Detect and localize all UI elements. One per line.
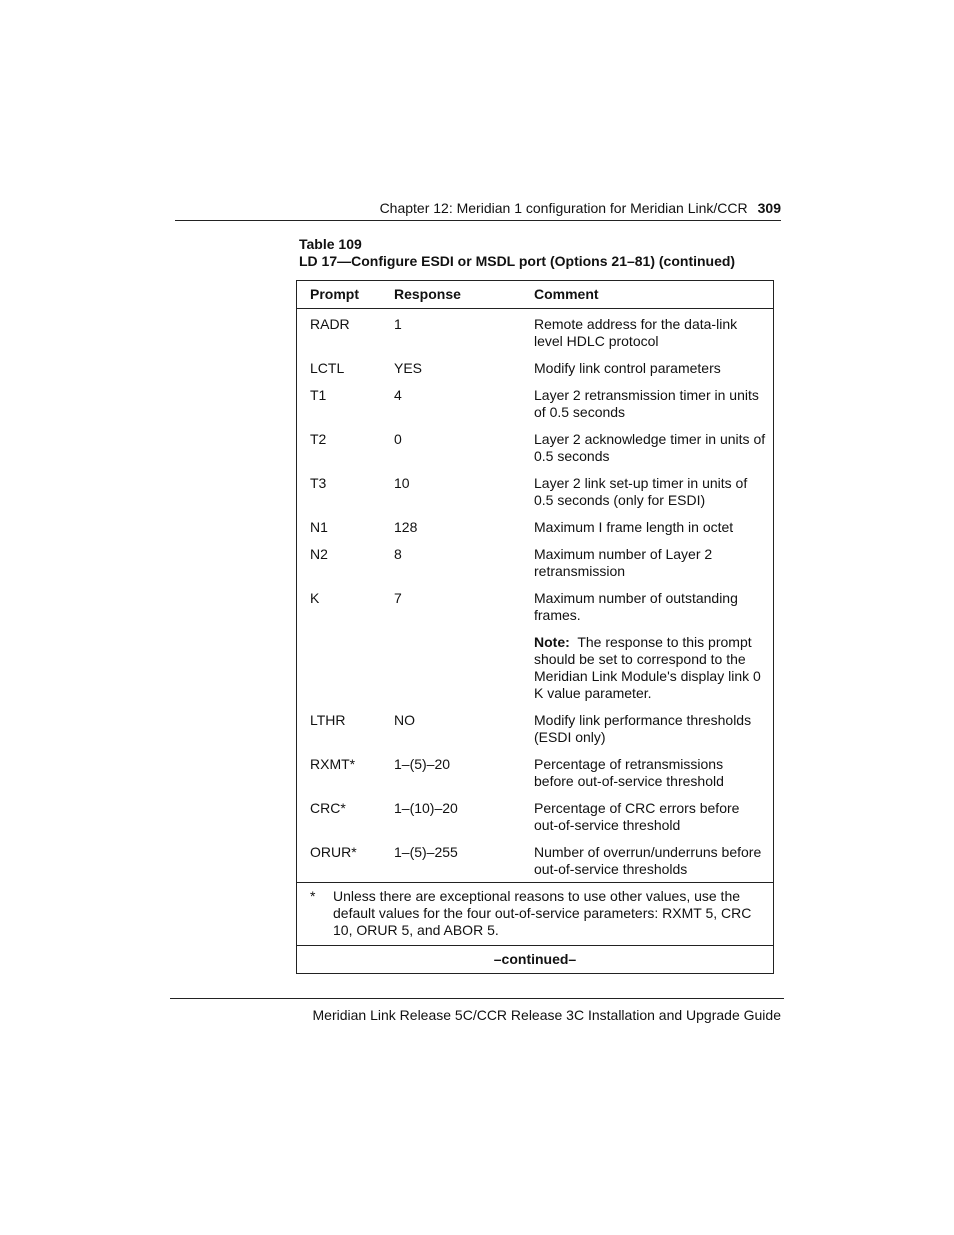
table-caption [299, 236, 735, 270]
response-cell: 1–(5)–20 [394, 756, 451, 772]
running-footer: Meridian Link Release 5C/CCR Release 3C Installation and Upgrade Guide [312, 1007, 781, 1023]
comment-cell: Modify link control parameters [534, 360, 721, 376]
table-row [297, 316, 773, 350]
table-row [297, 712, 773, 746]
footnote-text: Unless there are exceptional reasons to use other values, use the default values for the four out-of-service parameters: RXMT 5, CRC 10, ORUR 5, and ABOR 5. [333, 888, 752, 938]
table-row [297, 431, 773, 465]
comment-cell: Maximum number of Layer 2 retransmission [534, 546, 713, 579]
table-row [297, 546, 773, 580]
comment-cell: Layer 2 acknowledge timer in units of 0.5 seconds [534, 431, 766, 464]
table-row [297, 519, 773, 536]
comment-cell: Number of overrun/underruns before out-of-service thresholds [534, 844, 762, 877]
table-body [297, 309, 773, 882]
response-cell: 8 [394, 546, 402, 562]
header-rule [175, 220, 781, 221]
response-cell: 4 [394, 387, 402, 403]
response-cell: 128 [394, 519, 418, 535]
continued-label: –continued– [297, 945, 773, 973]
prompt-cell: LTHR [310, 712, 346, 728]
response-cell: NO [394, 712, 415, 728]
table-row [297, 387, 773, 421]
table-row [297, 360, 773, 377]
running-header [380, 200, 781, 216]
comment-cell: Remote address for the data-link level HDLC protocol [534, 316, 738, 349]
prompt-cell: N1 [310, 519, 328, 535]
column-header-comment: Comment [534, 286, 599, 302]
comment-cell: Maximum I frame length in octet [534, 519, 734, 535]
table-row [297, 756, 773, 790]
footnote-mark: * [310, 888, 316, 904]
comment-cell: Percentage of retransmissions before out-of-service threshold [534, 756, 724, 789]
chapter-title: Chapter 12: Meridian 1 configuration for Meridian Link/CCR [379, 200, 748, 216]
response-cell: 10 [394, 475, 410, 491]
column-header-prompt: Prompt [310, 286, 359, 302]
response-cell: 1–(10)–20 [394, 800, 458, 816]
response-cell: YES [394, 360, 423, 376]
prompt-cell: RXMT* [310, 756, 356, 772]
prompt-cell: N2 [310, 546, 328, 562]
response-cell: 1 [394, 316, 402, 332]
prompt-cell [297, 634, 394, 702]
comment-cell: Modify link performance thresholds (ESDI only) [534, 712, 752, 745]
prompt-cell: LCTL [310, 360, 345, 376]
table-row [297, 844, 773, 878]
prompt-cell: ORUR* [310, 844, 357, 860]
response-cell: 0 [394, 431, 402, 447]
table-row-note [297, 634, 773, 702]
response-cell: 7 [394, 590, 402, 606]
footer-rule [170, 998, 784, 999]
table-header-row [297, 281, 773, 309]
comment-cell: Maximum number of outstanding frames. [534, 590, 738, 623]
table-title: LD 17—Configure ESDI or MSDL port (Options 21–81) (continued) [299, 253, 736, 269]
comment-cell: Layer 2 link set-up timer in units of 0.5 seconds (only for ESDI) [534, 475, 748, 508]
prompt-cell: K [310, 590, 320, 606]
column-header-response: Response [394, 286, 461, 302]
page-number: 309 [757, 200, 781, 216]
response-cell: 1–(5)–255 [394, 844, 458, 860]
note-text: The response to this prompt should be set to correspond to the Meridian Link Module's display link 0 K value parameter. [534, 634, 761, 701]
prompt-cell: CRC* [310, 800, 346, 816]
table-row [297, 590, 773, 624]
response-cell [394, 634, 534, 702]
table-footnote [297, 882, 773, 945]
comment-cell: Layer 2 retransmission timer in units of 0.5 seconds [534, 387, 759, 420]
comment-cell: Percentage of CRC errors before out-of-service threshold [534, 800, 740, 833]
table-row [297, 475, 773, 509]
note-cell [534, 634, 766, 702]
table-number: Table 109 [299, 236, 362, 252]
prompt-cell: T3 [310, 475, 327, 491]
prompt-cell: RADR [310, 316, 350, 332]
config-table [296, 280, 774, 974]
table-row [297, 800, 773, 834]
prompt-cell: T1 [310, 387, 327, 403]
note-label: Note: [534, 634, 570, 650]
prompt-cell: T2 [310, 431, 327, 447]
